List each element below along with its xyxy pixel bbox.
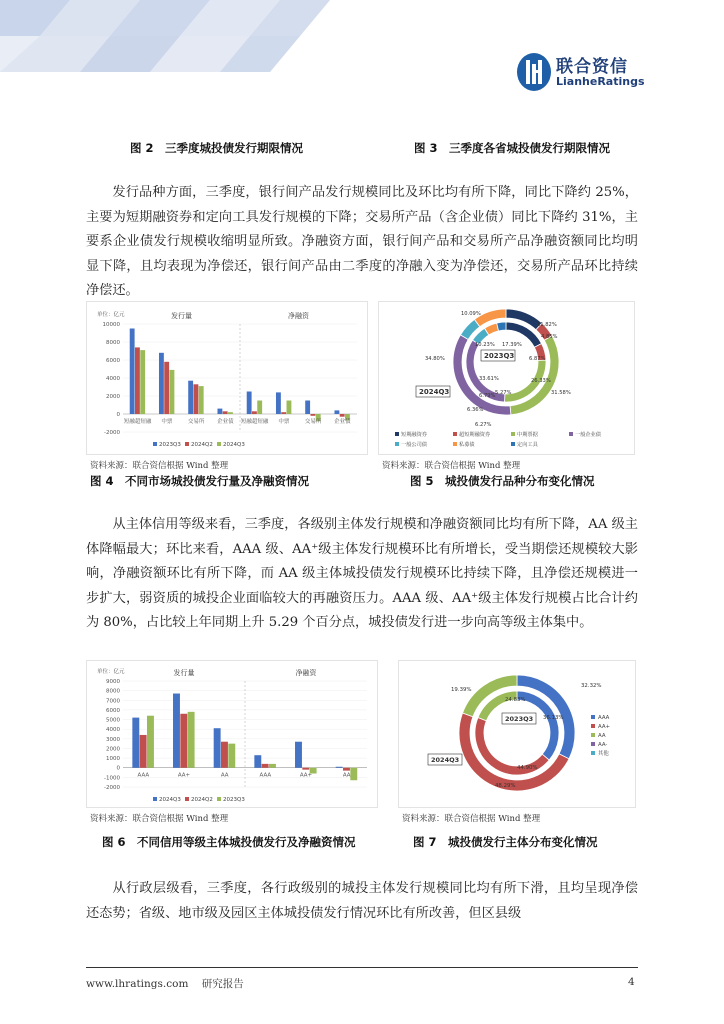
slice-percent-label: 10.23% — [475, 342, 495, 348]
bar-2023Q3 — [269, 764, 276, 768]
donut-chart-fig7 — [399, 661, 635, 807]
y-tick-label: 0 — [116, 412, 120, 418]
bar-2024Q2 — [164, 362, 169, 414]
legend-swatch — [453, 442, 457, 446]
slice-percent-label: 36.13% — [543, 715, 564, 721]
axis-unit-label: 单位：亿元 — [97, 669, 125, 675]
slice-percent-label: 19.39% — [451, 687, 472, 693]
bar-2023Q3 — [350, 768, 357, 781]
legend-swatch — [591, 751, 595, 755]
paragraph-text: 从主体信用等级来看，三季度，各级别主体发行规模和净融资额同比均有所下降，AA 级主体降幅最大；环比来看，AAA 级、AA⁺级主体发行规模环比有所增长，受当期偿还规模较大影响，净融资额环比有所下降，而 AA 级主体城投债发行规模环比持续下降，且净偿还规模进一步扩大，弱资质的城投企业面临较大的再融资压力。AAA 级、AA⁺级主体发行规模占比合计约为 80%，占比较上年同期上升 5.29 个百分点，城投债发行进一步向高等级主体集中。 — [86, 517, 638, 630]
x-tick-label: 交易所 — [304, 419, 322, 425]
source-note: 资料来源：联合资信根据 Wind 整理 — [382, 461, 521, 471]
legend-label: 2024Q3 — [159, 797, 181, 803]
body-paragraph — [86, 181, 638, 304]
legend-label: AA+ — [598, 724, 611, 730]
slice-percent-label: 6.36% — [467, 407, 484, 413]
bar-2024Q2 — [135, 347, 140, 414]
slice-percent-label: 6.87% — [529, 356, 546, 362]
bar-2024Q3 — [295, 742, 302, 768]
bar-2024Q3 — [228, 412, 233, 414]
chart-fig5 — [378, 301, 635, 455]
y-tick-label: 3000 — [106, 736, 120, 743]
y-tick-label: 2000 — [106, 746, 120, 753]
x-tick-label: 交易所 — [187, 419, 205, 425]
bar-2024Q2 — [262, 764, 269, 768]
x-tick-label: 短融超短融 — [240, 419, 269, 425]
chart-fig7 — [398, 660, 636, 808]
legend-label: 2023Q3 — [223, 797, 245, 803]
ring-label: 2024Q3 — [419, 388, 450, 396]
bar-2023Q3 — [217, 409, 222, 414]
figure-caption: 图 7 城投债发行主体分布变化情况 — [413, 835, 598, 849]
ring-label: 2023Q3 — [505, 715, 534, 723]
legend-label: AAA — [598, 715, 610, 721]
bar-2024Q2 — [140, 735, 147, 768]
slice-percent-label: 26.33% — [531, 378, 551, 384]
legend-swatch — [591, 715, 595, 719]
ring-label: 2023Q3 — [484, 352, 515, 360]
slice-percent-label: 6.79% — [479, 393, 496, 399]
x-tick-label: 企业债 — [217, 419, 234, 425]
logo-mark-icon — [516, 52, 552, 92]
legend-label: 超短期融资券 — [459, 432, 491, 438]
bar-2023Q3 — [147, 716, 154, 768]
y-tick-label: 4000 — [106, 376, 120, 382]
legend-label: AA — [598, 733, 606, 739]
page-number: 4 — [628, 976, 635, 988]
chart-fig4 — [86, 301, 368, 455]
bar-2023Q3 — [228, 744, 235, 768]
slice-percent-label: 48.29% — [495, 783, 516, 789]
bar-2023Q3 — [276, 392, 281, 414]
bar-2024Q3 — [132, 718, 139, 768]
legend-swatch — [395, 432, 399, 436]
legend-swatch — [511, 432, 515, 436]
group-label: 发行量 — [173, 669, 195, 677]
legend-label: AA- — [598, 742, 608, 748]
legend-swatch — [217, 797, 221, 801]
bar-2024Q2 — [193, 384, 198, 414]
legend-label: 2024Q2 — [191, 797, 213, 803]
legend-label: 定向工具 — [517, 442, 538, 448]
legend-swatch — [153, 797, 157, 801]
paragraph-text: 从行政层级看，三季度，各行政级别的城投主体发行规模同比均有所下滑，且均呈现净偿还态势；省级、地市级及园区主体城投债发行情况环比有所改善，但区县级 — [86, 881, 638, 921]
y-tick-label: 8000 — [106, 340, 120, 346]
footer-label: 研究报告 — [201, 978, 244, 990]
footer-left — [86, 976, 244, 991]
bar-2024Q2 — [180, 714, 187, 768]
legend-swatch — [217, 442, 221, 446]
brand-logo — [516, 52, 646, 94]
group-label: 发行量 — [171, 312, 192, 320]
bar-2023Q3 — [334, 410, 339, 414]
logo-text-en: LianheRatings — [556, 75, 645, 88]
y-tick-label: 4000 — [106, 727, 120, 734]
bar-2024Q3 — [287, 401, 292, 415]
x-tick-label: 中票 — [161, 419, 173, 425]
legend-swatch — [453, 432, 457, 436]
source-note: 资料来源：联合资信根据 Wind 整理 — [402, 814, 541, 824]
logo-text-cn: 联合资信 — [556, 57, 628, 77]
x-tick-label: AAA — [137, 772, 150, 779]
bar-2024Q3 — [257, 401, 262, 415]
legend-swatch — [569, 432, 573, 436]
x-tick-label: 短融超短融 — [123, 419, 152, 425]
bar-2024Q3 — [140, 350, 145, 414]
legend-swatch — [185, 442, 189, 446]
y-tick-label: 8000 — [106, 688, 120, 695]
bar-2024Q3 — [170, 370, 175, 414]
y-tick-label: 5000 — [106, 717, 120, 724]
legend-swatch — [591, 742, 595, 746]
bar-2023Q3 — [305, 401, 310, 415]
y-tick-label: 1000 — [106, 756, 120, 763]
bar-2024Q3 — [254, 755, 261, 768]
legend-swatch — [591, 733, 595, 737]
legend-label: 其他 — [598, 751, 609, 757]
bar-2024Q3 — [199, 386, 204, 414]
legend-label: 中期票据 — [517, 432, 538, 438]
source-note: 资料来源：联合资信根据 Wind 整理 — [90, 814, 229, 824]
donut-slice-inner — [475, 717, 549, 775]
y-tick-label: 6000 — [106, 707, 120, 714]
bar-2024Q2 — [223, 411, 228, 414]
slice-percent-label: 34.80% — [425, 356, 445, 362]
axis-unit-label: 单位：亿元 — [97, 312, 125, 318]
slice-percent-label: 4.85% — [541, 334, 558, 340]
y-tick-label: 9000 — [106, 679, 120, 685]
slice-percent-label: 32.32% — [581, 683, 602, 689]
legend-label: 2024Q3 — [223, 442, 245, 448]
x-tick-label: 企业债 — [334, 419, 351, 425]
y-tick-label: -2000 — [104, 430, 120, 436]
legend-swatch — [511, 442, 515, 446]
bar-2024Q2 — [252, 411, 257, 414]
x-tick-label: AA — [342, 772, 351, 779]
figure-caption: 图 5 城投债发行品种分布变化情况 — [410, 474, 595, 488]
body-paragraph — [86, 513, 638, 636]
bar-2024Q2 — [340, 414, 345, 417]
slice-percent-label: 10.09% — [461, 311, 481, 317]
group-label: 净融资 — [295, 669, 317, 677]
bar-2024Q2 — [221, 742, 228, 768]
legend-label: 私募债 — [459, 442, 475, 448]
bar-2023Q3 — [188, 712, 195, 768]
bar-2024Q3 — [214, 728, 221, 768]
footer-divider — [86, 967, 638, 968]
legend-swatch — [395, 442, 399, 446]
slice-percent-label: 44.90% — [517, 765, 538, 771]
legend-swatch — [153, 442, 157, 446]
y-tick-label: 7000 — [106, 698, 120, 705]
slice-percent-label: 31.58% — [551, 390, 571, 396]
bar-2024Q2 — [302, 768, 309, 770]
bar-2024Q3 — [336, 767, 343, 768]
x-tick-label: AA+ — [177, 772, 191, 779]
y-tick-label: -1000 — [104, 775, 120, 782]
slice-percent-label: 33.61% — [479, 376, 499, 382]
y-tick-label: 6000 — [106, 358, 120, 364]
legend-label: 2024Q2 — [191, 442, 213, 448]
x-tick-label: 中票 — [278, 419, 290, 425]
slice-percent-label: 17.39% — [502, 342, 522, 348]
donut-chart-fig5 — [379, 302, 634, 454]
donut-slice-inner — [497, 322, 506, 331]
bar-2023Q3 — [188, 381, 193, 414]
y-tick-label: 0 — [116, 765, 120, 772]
legend-label: 一般公司债 — [401, 442, 427, 448]
chart-fig6 — [86, 660, 378, 808]
footer-url[interactable]: www.lhratings.com — [86, 978, 189, 990]
slice-percent-label: 24.83% — [505, 697, 526, 703]
figure-caption: 图 6 不同信用等级主体城投债发行及净融资情况 — [102, 835, 356, 849]
legend-swatch — [591, 724, 595, 728]
bar-2024Q3 — [173, 694, 180, 768]
legend-label: 2023Q3 — [159, 442, 181, 448]
x-tick-label: AAA — [259, 772, 272, 779]
bar-chart-fig4 — [87, 302, 367, 454]
legend-label: 一般企业债 — [575, 432, 601, 438]
figure-caption: 图 2 三季度城投债发行期限情况 — [130, 141, 304, 155]
y-tick-label: -2000 — [104, 785, 120, 791]
ring-label: 2024Q3 — [431, 756, 460, 764]
bar-2024Q2 — [310, 414, 315, 416]
x-tick-label: AA+ — [299, 772, 313, 779]
x-tick-label: AA — [220, 772, 229, 779]
legend-swatch — [185, 797, 189, 801]
figure-caption: 图 3 三季度各省城投债发行期限情况 — [414, 141, 611, 155]
y-tick-label: 2000 — [106, 394, 120, 400]
bar-2023Q3 — [247, 392, 252, 415]
slice-percent-label: 6.27% — [475, 422, 492, 428]
bar-2024Q2 — [281, 412, 286, 414]
header-pattern — [0, 0, 330, 72]
slice-percent-label: 5.27% — [495, 390, 512, 396]
paragraph-text: 发行品种方面，三季度，银行间产品发行规模同比及环比均有所下降，同比下降约 25%，主要为短期融资券和定向工具发行规模的下降；交易所产品（含企业债）同比下降约 31%，主要系企业债发行规模收缩明显所致。净融资方面，银行间产品和交易所产品净融资额同比均明显下降，且均表现为净偿还，银行间产品由二季度的净融入变为净偿还，交易所产品环比持续净偿还。 — [86, 185, 638, 298]
bar-2024Q2 — [343, 768, 350, 771]
legend-label: 短期融资券 — [401, 432, 427, 438]
bar-2023Q3 — [130, 329, 135, 415]
y-tick-label: 10000 — [102, 322, 120, 328]
body-paragraph — [86, 877, 638, 926]
figure-caption: 图 4 不同市场城投债发行量及净融资情况 — [90, 474, 310, 488]
source-note: 资料来源：联合资信根据 Wind 整理 — [90, 461, 229, 471]
slice-percent-label: 11.82% — [537, 322, 557, 328]
bar-2023Q3 — [159, 353, 164, 414]
bar-chart-fig6 — [87, 661, 377, 807]
group-label: 净融资 — [288, 312, 309, 320]
